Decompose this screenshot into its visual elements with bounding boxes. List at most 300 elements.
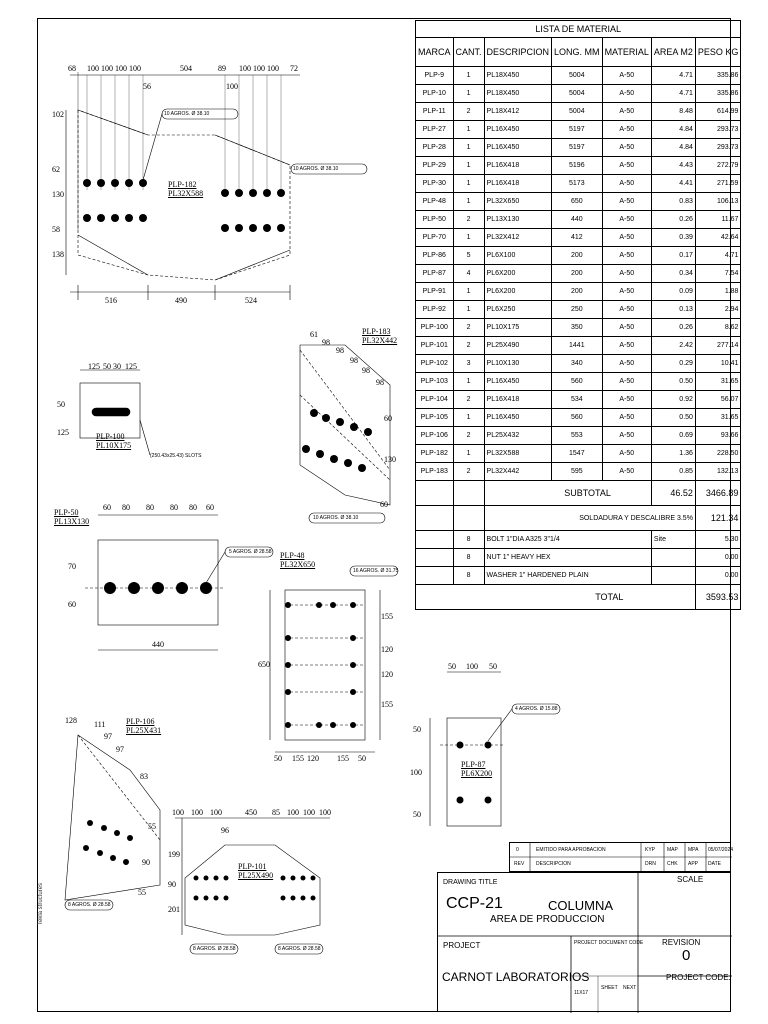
dim: 50 <box>489 662 497 671</box>
dim: 89 <box>218 64 226 73</box>
dim: 100 <box>253 64 265 73</box>
bolt-row <box>416 549 741 567</box>
material-row <box>416 103 741 121</box>
revision-value: 0 <box>682 947 691 964</box>
dim: 120 <box>381 645 393 654</box>
dim: 60 <box>384 414 392 423</box>
material-row <box>416 265 741 283</box>
dim: 60 <box>103 503 111 512</box>
total-label: TOTAL <box>416 585 652 610</box>
material-cell: PL16X450 <box>484 121 552 139</box>
dim: 125 <box>57 428 69 437</box>
material-cell: A-50 <box>602 139 651 157</box>
dim: 68 <box>68 64 76 73</box>
material-cell: 2 <box>453 103 484 121</box>
material-cell: PL16X450 <box>484 139 552 157</box>
bolt-cell: WASHER 1" HARDENED PLAIN <box>484 567 651 585</box>
material-cell: 271.59 <box>695 175 741 193</box>
bolt-cell: 8 <box>453 549 484 567</box>
material-cell: A-50 <box>602 175 651 193</box>
material-cell: 0.85 <box>651 463 695 481</box>
material-cell: 0.29 <box>651 355 695 373</box>
bolt-cell: 8 <box>453 567 484 585</box>
dim: 60 <box>380 500 388 509</box>
dim: 100 <box>129 64 141 73</box>
material-cell: 534 <box>552 391 603 409</box>
project-code-label: PROJECT CODE: <box>666 973 731 982</box>
material-row <box>416 427 741 445</box>
rev-hdr: CHK <box>667 861 678 867</box>
material-row <box>416 391 741 409</box>
dim: 50 <box>448 662 456 671</box>
project-label: PROJECT <box>443 941 481 950</box>
material-cell: 5197 <box>552 139 603 157</box>
material-cell: PLP-104 <box>416 391 454 409</box>
dim: 58 <box>52 225 60 234</box>
material-cell: A-50 <box>602 265 651 283</box>
material-cell: PLP-11 <box>416 103 454 121</box>
material-row <box>416 283 741 301</box>
subtotal-label: SUBTOTAL <box>484 481 651 506</box>
material-cell: 56.07 <box>695 391 741 409</box>
project-doc-label: PROJECT DOCUMENT CODE <box>574 940 644 946</box>
rev-desc: EMITIDO PARA APROBACION <box>536 847 606 853</box>
material-cell: 1 <box>453 409 484 427</box>
dim: 155 <box>292 754 304 763</box>
material-cell: PL10X130 <box>484 355 552 373</box>
material-row <box>416 193 741 211</box>
material-cell: 0.13 <box>651 301 695 319</box>
dim: 100 <box>410 768 422 777</box>
material-cell: 11.67 <box>695 211 741 229</box>
dim: 440 <box>152 640 164 649</box>
material-cell: 0.50 <box>651 373 695 391</box>
solder-row <box>416 506 741 531</box>
material-cell: A-50 <box>602 337 651 355</box>
dim: 72 <box>290 64 298 73</box>
dim: 516 <box>105 296 117 305</box>
material-row <box>416 445 741 463</box>
rev-app: MPA <box>688 847 699 853</box>
material-cell: PLP-102 <box>416 355 454 373</box>
material-cell: PL6X200 <box>484 283 552 301</box>
plp-101-label: PLP-101 PL25X490 <box>238 862 274 880</box>
material-cell: A-50 <box>602 67 651 85</box>
subtotal-row <box>416 481 741 506</box>
dim: 120 <box>307 754 319 763</box>
material-cell: 553 <box>552 427 603 445</box>
plp-183-label: PLP-183 PL32X442 <box>362 327 398 345</box>
plp-100-slots: (250.43x25.43) SLOTS <box>150 453 202 459</box>
material-cell: A-50 <box>602 85 651 103</box>
material-cell: 560 <box>552 373 603 391</box>
subtotal-area: 46.52 <box>651 481 695 506</box>
material-cell: PLP-92 <box>416 301 454 319</box>
dim: 199 <box>168 850 180 859</box>
total-row <box>416 585 741 610</box>
material-row <box>416 247 741 265</box>
plp-100-label: PLP-100 PL10X175 <box>96 432 132 450</box>
rev-hdr: DESCRIPCION <box>536 861 571 867</box>
material-cell: 93.66 <box>695 427 741 445</box>
material-cell: 335.86 <box>695 85 741 103</box>
plp-101-holes-a: 8 AGROS. Ø 28.58 <box>193 946 236 952</box>
dim: 80 <box>146 503 154 512</box>
plp-182-holes-b: 10 AGROS. Ø 38.10 <box>293 166 339 172</box>
rev-chk: MAP <box>667 847 678 853</box>
material-row <box>416 121 741 139</box>
sheet-size: 11X17 <box>574 990 589 996</box>
material-cell: 1 <box>453 373 484 391</box>
plp-101-holes-b: 8 AGROS. Ø 28.58 <box>278 946 321 952</box>
dim: 155 <box>381 612 393 621</box>
material-cell: 4 <box>453 265 484 283</box>
material-cell: A-50 <box>602 445 651 463</box>
plp-87-holes: 4 AGROS. Ø 15.88 <box>515 706 558 712</box>
dim: 98 <box>376 378 384 387</box>
material-cell: 440 <box>552 211 603 229</box>
material-cell: 2 <box>453 337 484 355</box>
material-cell: 595 <box>552 463 603 481</box>
dim: 125 <box>88 362 100 371</box>
material-cell: PLP-28 <box>416 139 454 157</box>
material-cell: 1 <box>453 193 484 211</box>
dim: 97 <box>116 745 124 754</box>
material-row <box>416 337 741 355</box>
material-cell: PL32X412 <box>484 229 552 247</box>
bolt-cell: BOLT 1"DIA A325 3"1/4 <box>484 531 651 549</box>
plp-106-holes: 8 AGROS. Ø 28.58 <box>68 902 111 908</box>
material-cell: PL16X418 <box>484 157 552 175</box>
material-cell: 0.09 <box>651 283 695 301</box>
material-row <box>416 463 741 481</box>
dim: 96 <box>221 826 229 835</box>
material-cell: 293.73 <box>695 139 741 157</box>
material-cell: 0.69 <box>651 427 695 445</box>
material-row <box>416 67 741 85</box>
material-rows <box>416 67 741 481</box>
material-cell: 7.54 <box>695 265 741 283</box>
material-cell: PL13X130 <box>484 211 552 229</box>
dim: 130 <box>384 455 396 464</box>
material-cell: 5173 <box>552 175 603 193</box>
material-cell: PL32X588 <box>484 445 552 463</box>
material-cell: PLP-70 <box>416 229 454 247</box>
bolt-cell <box>416 549 454 567</box>
material-cell: PL16X450 <box>484 409 552 427</box>
material-row <box>416 319 741 337</box>
dim: 50 <box>274 754 282 763</box>
dim: 90 <box>142 858 150 867</box>
material-cell: 277.14 <box>695 337 741 355</box>
dim: 100 <box>303 808 315 817</box>
material-cell: 1 <box>453 445 484 463</box>
dim: 85 <box>272 808 280 817</box>
material-cell: PLP-101 <box>416 337 454 355</box>
dim: 62 <box>52 165 60 174</box>
bolt-rows <box>416 531 741 585</box>
material-cell: 200 <box>552 247 603 265</box>
dim: 55 <box>148 822 156 831</box>
dim: 98 <box>362 366 370 375</box>
material-cell: PLP-10 <box>416 85 454 103</box>
material-cell: 614.99 <box>695 103 741 121</box>
material-cell: 4.71 <box>651 85 695 103</box>
material-cell: 31.65 <box>695 409 741 427</box>
material-cell: 1 <box>453 175 484 193</box>
material-cell: A-50 <box>602 121 651 139</box>
dim: 138 <box>52 250 64 259</box>
dim: 80 <box>122 503 130 512</box>
bolt-cell <box>651 567 695 585</box>
dim: 100 <box>191 808 203 817</box>
material-cell: 2 <box>453 319 484 337</box>
dim: 100 <box>87 64 99 73</box>
material-cell: 2 <box>453 391 484 409</box>
material-cell: 4.71 <box>651 67 695 85</box>
material-cell: PLP-29 <box>416 157 454 175</box>
bolt-cell: 0.00 <box>695 567 741 585</box>
material-cell: 0.39 <box>651 229 695 247</box>
dim: 100 <box>466 662 478 671</box>
material-cell: 1 <box>453 139 484 157</box>
material-cell: 1 <box>453 229 484 247</box>
dim: 650 <box>258 660 270 669</box>
material-cell: PLP-30 <box>416 175 454 193</box>
dim: 111 <box>94 720 106 729</box>
rev-hdr: DRN <box>645 861 656 867</box>
material-cell: 340 <box>552 355 603 373</box>
dim: 55 <box>138 888 146 897</box>
dim: 100 <box>239 64 251 73</box>
material-cell: 1 <box>453 157 484 175</box>
material-cell: 200 <box>552 283 603 301</box>
plate-plp-101 <box>175 818 330 954</box>
material-cell: PLP-48 <box>416 193 454 211</box>
material-cell: 0.17 <box>651 247 695 265</box>
material-cell: PLP-183 <box>416 463 454 481</box>
material-cell: 5004 <box>552 67 603 85</box>
material-cell: PLP-86 <box>416 247 454 265</box>
col-material: MATERIAL <box>602 38 651 67</box>
project-name: CARNOT LABORATORIOS <box>442 970 590 984</box>
rev-hdr: DATE <box>708 861 721 867</box>
material-cell: 1.88 <box>695 283 741 301</box>
material-cell: 2.94 <box>695 301 741 319</box>
material-cell: PL18X450 <box>484 85 552 103</box>
drawing-code: CCP-21 <box>446 895 503 912</box>
material-cell: 0.26 <box>651 211 695 229</box>
dim: 490 <box>175 296 187 305</box>
col-area: AREA M2 <box>651 38 695 67</box>
material-cell: A-50 <box>602 427 651 445</box>
material-row <box>416 85 741 103</box>
material-cell: 335.86 <box>695 67 741 85</box>
dim: 524 <box>245 296 257 305</box>
material-cell: A-50 <box>602 301 651 319</box>
material-cell: 132.13 <box>695 463 741 481</box>
col-descripcion: DESCRIPCION <box>484 38 552 67</box>
bolt-cell: NUT 1" HEAVY HEX <box>484 549 651 567</box>
material-cell: PLP-105 <box>416 409 454 427</box>
material-cell: 10.41 <box>695 355 741 373</box>
bolt-cell: 0.00 <box>695 549 741 567</box>
material-row <box>416 157 741 175</box>
material-cell: 0.83 <box>651 193 695 211</box>
solder-label: SOLDADURA Y DESCALIBRE 3.5% <box>484 506 695 531</box>
material-cell: 0.26 <box>651 319 695 337</box>
material-cell: A-50 <box>602 463 651 481</box>
bolt-cell <box>416 567 454 585</box>
material-row <box>416 355 741 373</box>
material-cell: A-50 <box>602 229 651 247</box>
material-cell: 293.73 <box>695 121 741 139</box>
dim: 100 <box>287 808 299 817</box>
material-cell: A-50 <box>602 103 651 121</box>
dim: 120 <box>381 670 393 679</box>
material-cell: 0.34 <box>651 265 695 283</box>
bolt-cell: 8 <box>453 531 484 549</box>
material-cell: 650 <box>552 193 603 211</box>
material-cell: 106.13 <box>695 193 741 211</box>
rev-drn: KYP <box>645 847 656 853</box>
dim: 98 <box>350 356 358 365</box>
material-cell: 4.84 <box>651 121 695 139</box>
material-cell: PL16X418 <box>484 391 552 409</box>
rev-no: 0 <box>516 847 519 853</box>
rev-hdr: APP <box>688 861 699 867</box>
material-cell: 1 <box>453 121 484 139</box>
rev-date: 05/07/2024 <box>708 847 734 853</box>
material-row <box>416 139 741 157</box>
dim: 50 <box>103 362 111 371</box>
material-list-table <box>415 20 741 610</box>
dim: 50 <box>413 810 421 819</box>
plate-plp-50 <box>85 515 273 650</box>
material-cell: 2.42 <box>651 337 695 355</box>
dim: 61 <box>310 330 318 339</box>
dim: 128 <box>65 716 77 725</box>
dim: 130 <box>52 190 64 199</box>
dim: 100 <box>267 64 279 73</box>
material-cell: PLP-50 <box>416 211 454 229</box>
material-cell: 5004 <box>552 103 603 121</box>
material-cell: 272.79 <box>695 157 741 175</box>
dim: 60 <box>68 600 76 609</box>
material-cell: 31.65 <box>695 373 741 391</box>
material-cell: 1 <box>453 67 484 85</box>
material-cell: PL25X490 <box>484 337 552 355</box>
drawing-name: COLUMNA <box>548 898 614 913</box>
material-cell: 5196 <box>552 157 603 175</box>
dim: 100 <box>210 808 222 817</box>
dim: 56 <box>143 82 151 91</box>
material-cell: 1 <box>453 283 484 301</box>
material-cell: PLP-103 <box>416 373 454 391</box>
plp-50-label: PLP-50 PL13X130 <box>54 508 90 526</box>
material-cell: 2 <box>453 211 484 229</box>
material-cell: A-50 <box>602 373 651 391</box>
dim: 504 <box>180 64 192 73</box>
material-cell: 8.62 <box>695 319 741 337</box>
dim: 98 <box>336 346 344 355</box>
col-long: LONG. MM <box>552 38 603 67</box>
dim: 83 <box>140 772 148 781</box>
plp-48-holes: 16 AGROS. Ø 31.75 <box>353 568 399 574</box>
material-cell: PL6X100 <box>484 247 552 265</box>
rev-hdr: REV <box>514 861 525 867</box>
material-cell: 42.64 <box>695 229 741 247</box>
material-cell: 1 <box>453 301 484 319</box>
material-cell: PLP-91 <box>416 283 454 301</box>
plp-50-holes: 5 AGROS. Ø 28.58 <box>229 549 272 555</box>
solder-weight: 121.34 <box>695 506 741 531</box>
material-cell: 3 <box>453 355 484 373</box>
col-cant: CANT. <box>453 38 484 67</box>
material-cell: A-50 <box>602 391 651 409</box>
drawing-title-label: DRAWING TITLE <box>443 879 498 886</box>
bolt-row <box>416 531 741 549</box>
material-cell: A-50 <box>602 211 651 229</box>
dim: 102 <box>52 110 64 119</box>
material-cell: 1 <box>453 85 484 103</box>
dim: 155 <box>337 754 349 763</box>
material-cell: 5004 <box>552 85 603 103</box>
bolt-row <box>416 567 741 585</box>
material-cell: 4.71 <box>695 247 741 265</box>
material-row <box>416 373 741 391</box>
dim: 50 <box>358 754 366 763</box>
dim: 80 <box>189 503 197 512</box>
dim: 60 <box>206 503 214 512</box>
material-cell: 412 <box>552 229 603 247</box>
dim: 90 <box>168 880 176 889</box>
material-cell: 4.41 <box>651 175 695 193</box>
material-cell: PL25X432 <box>484 427 552 445</box>
dim: 97 <box>104 732 112 741</box>
dim: 201 <box>168 905 180 914</box>
plp-183-holes: 10 AGROS. Ø 38.10 <box>313 515 359 521</box>
material-cell: A-50 <box>602 193 651 211</box>
bolt-cell: Site <box>651 531 695 549</box>
dim: 80 <box>170 503 178 512</box>
material-cell: PLP-87 <box>416 265 454 283</box>
material-cell: 250 <box>552 301 603 319</box>
material-cell: PL16X418 <box>484 175 552 193</box>
revision-block <box>509 842 734 872</box>
col-marca: MARCA <box>416 38 454 67</box>
plate-plp-183 <box>300 345 390 523</box>
material-cell: 8.48 <box>651 103 695 121</box>
material-cell: 2 <box>453 463 484 481</box>
material-cell: 350 <box>552 319 603 337</box>
plp-182-label: PLP-182 PL32X588 <box>168 180 204 198</box>
material-cell: 560 <box>552 409 603 427</box>
material-cell: PLP-27 <box>416 121 454 139</box>
material-cell: PLP-182 <box>416 445 454 463</box>
material-cell: A-50 <box>602 319 651 337</box>
total-weight: 3593.53 <box>695 585 741 610</box>
material-cell: PLP-9 <box>416 67 454 85</box>
material-cell: 1441 <box>552 337 603 355</box>
material-cell: 4.43 <box>651 157 695 175</box>
material-cell: 4.84 <box>651 139 695 157</box>
dim: 70 <box>68 562 76 571</box>
sheet-label: SHEET <box>601 985 618 991</box>
material-cell: A-50 <box>602 247 651 265</box>
material-row <box>416 301 741 319</box>
dim: 100 <box>101 64 113 73</box>
